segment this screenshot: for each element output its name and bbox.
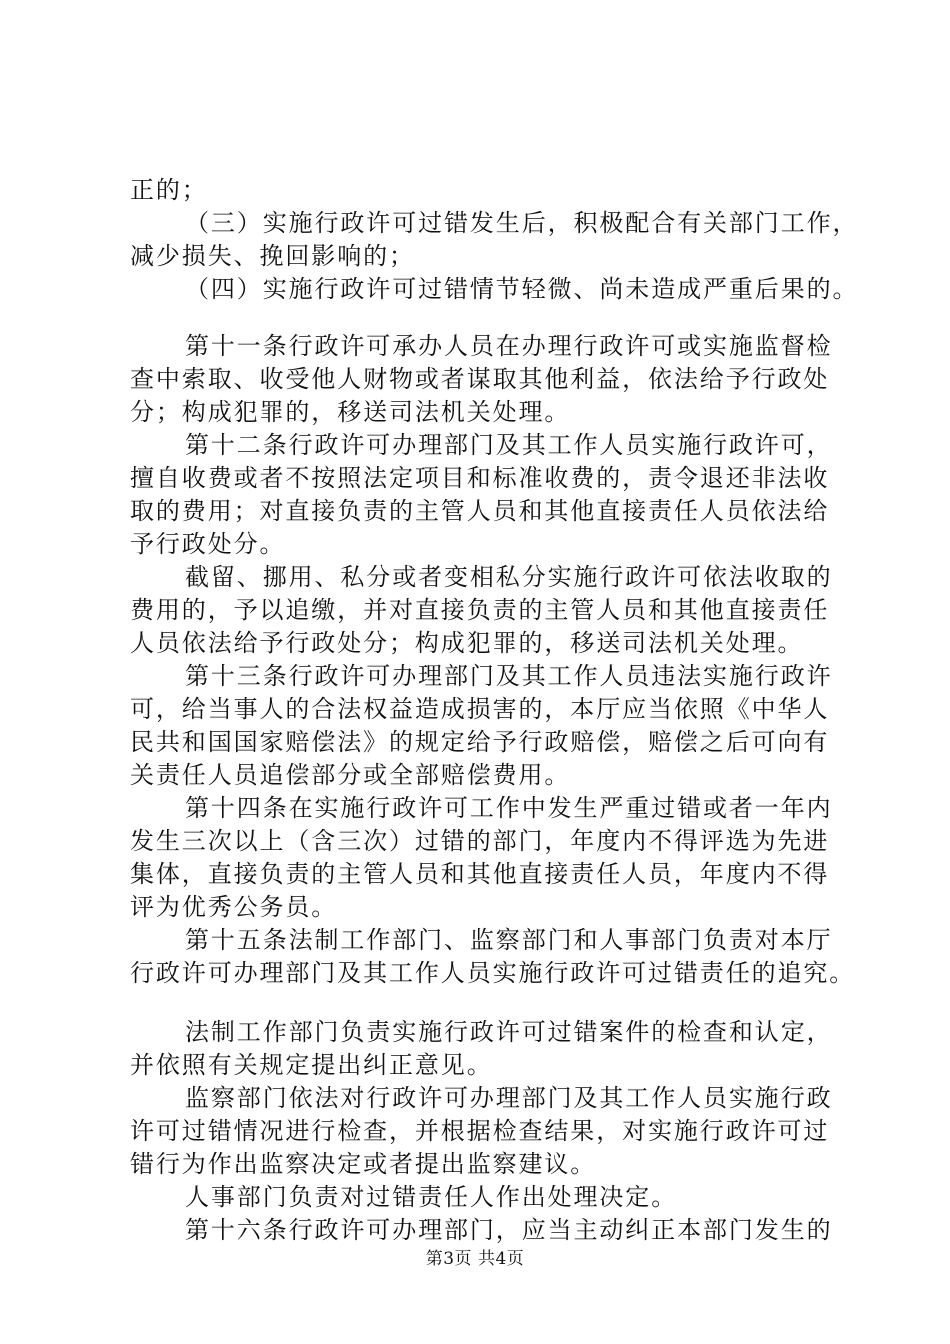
text-line: 行政许可办理部门及其工作人员实施行政许可过错责任的追究。 [130,959,856,987]
text-line: 第十三条行政许可办理部门及其工作人员违法实施行政许 [185,662,833,690]
text-line: 发生三次以上（含三次）过错的部门，年度内不得评选为先进 [130,827,830,855]
text-line: 第十四条在实施行政许可工作中发生严重过错或者一年内 [185,794,833,822]
text-line: 可，给当事人的合法权益造成损害的，本厅应当依照《中华人 [130,695,830,723]
page-number-footer: 第3页 共4页 [425,1249,525,1269]
text-line: 评为优秀公务员。 [130,893,338,921]
text-line: 许可过错情况进行检查，并根据检查结果，对实施行政许可过 [130,1117,830,1145]
text-line: 查中索取、收受他人财物或者谋取其他利益，依法给予行政处 [130,365,830,393]
text-line: 分；构成犯罪的，移送司法机关处理。 [130,398,571,426]
text-line: 费用的，予以追缴，并对直接负责的主管人员和其他直接责任 [130,596,830,624]
paragraph-gap [130,306,830,330]
text-line: 关责任人员追偿部分或全部赔偿费用。 [130,761,571,789]
text-line: 监察部门依法对行政许可办理部门及其工作人员实施行政 [185,1084,833,1112]
text-line: 擅自收费或者不按照法定项目和标准收费的，责令退还非法收 [130,464,830,492]
text-line: 正的； [130,176,208,204]
paragraph-gap [130,990,830,1016]
text-line: 减少损失、挽回影响的； [130,242,415,270]
text-line: 并依照有关规定提出纠正意见。 [130,1051,493,1079]
text-line: 人事部门负责对过错责任人作出处理决定。 [185,1183,678,1211]
text-line: （三）实施行政许可过错发生后，积极配合有关部门工作， [185,209,859,237]
text-line: 人员依法给予行政处分；构成犯罪的，移送司法机关处理。 [130,629,804,657]
text-line: 错行为作出监察决定或者提出监察建议。 [130,1150,597,1178]
text-line: 第十一条行政许可承办人员在办理行政许可或实施监督检 [185,332,833,360]
text-line: 法制工作部门负责实施行政许可过错案件的检查和认定， [185,1018,833,1046]
text-line: 第十六条行政许可办理部门，应当主动纠正本部门发生的 [185,1216,833,1244]
text-line: 第十五条法制工作部门、监察部门和人事部门负责对本厅 [185,926,833,954]
text-line: 截留、挪用、私分或者变相私分实施行政许可依法收取的 [185,563,833,591]
document-body [130,174,859,1247]
text-line: 集体，直接负责的主管人员和其他直接责任人员，年度内不得 [130,860,830,888]
text-line: （四）实施行政许可过错情节轻微、尚未造成严重后果的。 [185,275,859,303]
text-line: 第十二条行政许可办理部门及其工作人员实施行政许可， [185,431,833,459]
text-line: 民共和国国家赔偿法》的规定给予行政赔偿，赔偿之后可向有 [130,728,830,756]
text-line: 取的费用；对直接负责的主管人员和其他直接责任人员依法给 [130,497,830,525]
text-line: 予行政处分。 [130,530,286,558]
